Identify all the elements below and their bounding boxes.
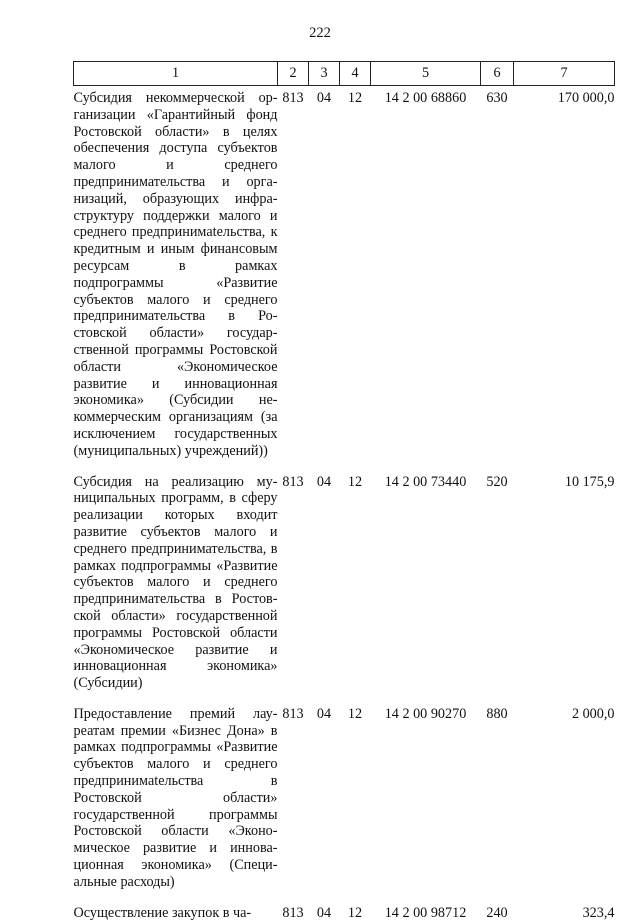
- row-expense-type: 520: [486, 473, 508, 490]
- table-row: [74, 891, 615, 921]
- table-row: [74, 460, 615, 692]
- table-row: [74, 692, 615, 891]
- row-ministry-code: 813: [282, 90, 304, 106]
- column-header-3: 3: [309, 62, 340, 86]
- table-header-row: [74, 62, 615, 86]
- row-description: Осуществление закупок в ча-: [73, 904, 252, 921]
- row-section-code: 04: [316, 904, 332, 921]
- row-target-code: 14 2 00 73440: [384, 473, 467, 490]
- row-amount: 170 000,0: [557, 90, 615, 106]
- row-description: Предоставление премий лауреатам премии «Бизнес Дона» в рамках подпрограммы «Развитие субъектов малого и среднего предпринимatельства в Ростовской области» государственной программы Ростовской области «Экономическое развитие и инновационная экономика» (Специальные расходы): [73, 705, 278, 890]
- row-amount: 10 175,9: [564, 473, 615, 490]
- row-section-code: 04: [316, 473, 332, 490]
- row-ministry-code: 813: [282, 904, 304, 921]
- table-row: [74, 86, 615, 460]
- row-target-code: 14 2 00 98712: [384, 904, 467, 921]
- row-subsection-code: 12: [347, 904, 363, 921]
- budget-table: [73, 61, 615, 921]
- row-description: Субсидия некоммерческой организации «Гарантийный фонд Ростовской области» в целях обеспечения доступа субъектов малого и среднего предпринимательства и организаций, образующих инфраструктуру поддержки малого и среднего предпринимatельства, к кредитным и иным финансовым ресурсам в рамках подпрограммы «Развитие субъектов малого и среднего предпринимательства в Ростовской области» государственной программы Ростовской области «Экономическое развитие и инновационная экономика» (Субсидии некоммерческим организациям (за исключением государственных (муниципальных) учреждений)): [73, 90, 278, 459]
- row-ministry-code: 813: [282, 473, 304, 490]
- page-number: 222: [309, 25, 331, 41]
- row-expense-type: 630: [486, 90, 508, 106]
- column-header-7: 7: [514, 62, 615, 86]
- column-header-2: 2: [278, 62, 309, 86]
- column-header-5: 5: [371, 62, 481, 86]
- row-ministry-code: 813: [282, 705, 304, 722]
- row-amount: 2 000,0: [571, 705, 615, 722]
- column-header-6: 6: [481, 62, 514, 86]
- row-target-code: 14 2 00 90270: [384, 705, 467, 722]
- row-expense-type: 880: [486, 705, 508, 722]
- row-subsection-code: 12: [347, 90, 363, 106]
- row-subsection-code: 12: [347, 473, 363, 490]
- row-description: Субсидия на реализацию муниципальных программ, в сферу реализации которых входит развитие субъектов малого и среднего предпринимательства, в рамках подпрограммы «Развитие субъектов малого и среднего предпринимательства в Ростовской области» государственной программы Ростовской области «Экономическое развитие и инновационная экономика» (Субсидии): [73, 473, 278, 692]
- column-header-4: 4: [340, 62, 371, 86]
- row-target-code: 14 2 00 68860: [384, 90, 467, 106]
- row-expense-type: 240: [486, 904, 508, 921]
- row-amount: 323,4: [582, 904, 615, 921]
- row-subsection-code: 12: [347, 705, 363, 722]
- row-section-code: 04: [316, 90, 332, 106]
- row-section-code: 04: [316, 705, 332, 722]
- column-header-1: 1: [74, 62, 278, 86]
